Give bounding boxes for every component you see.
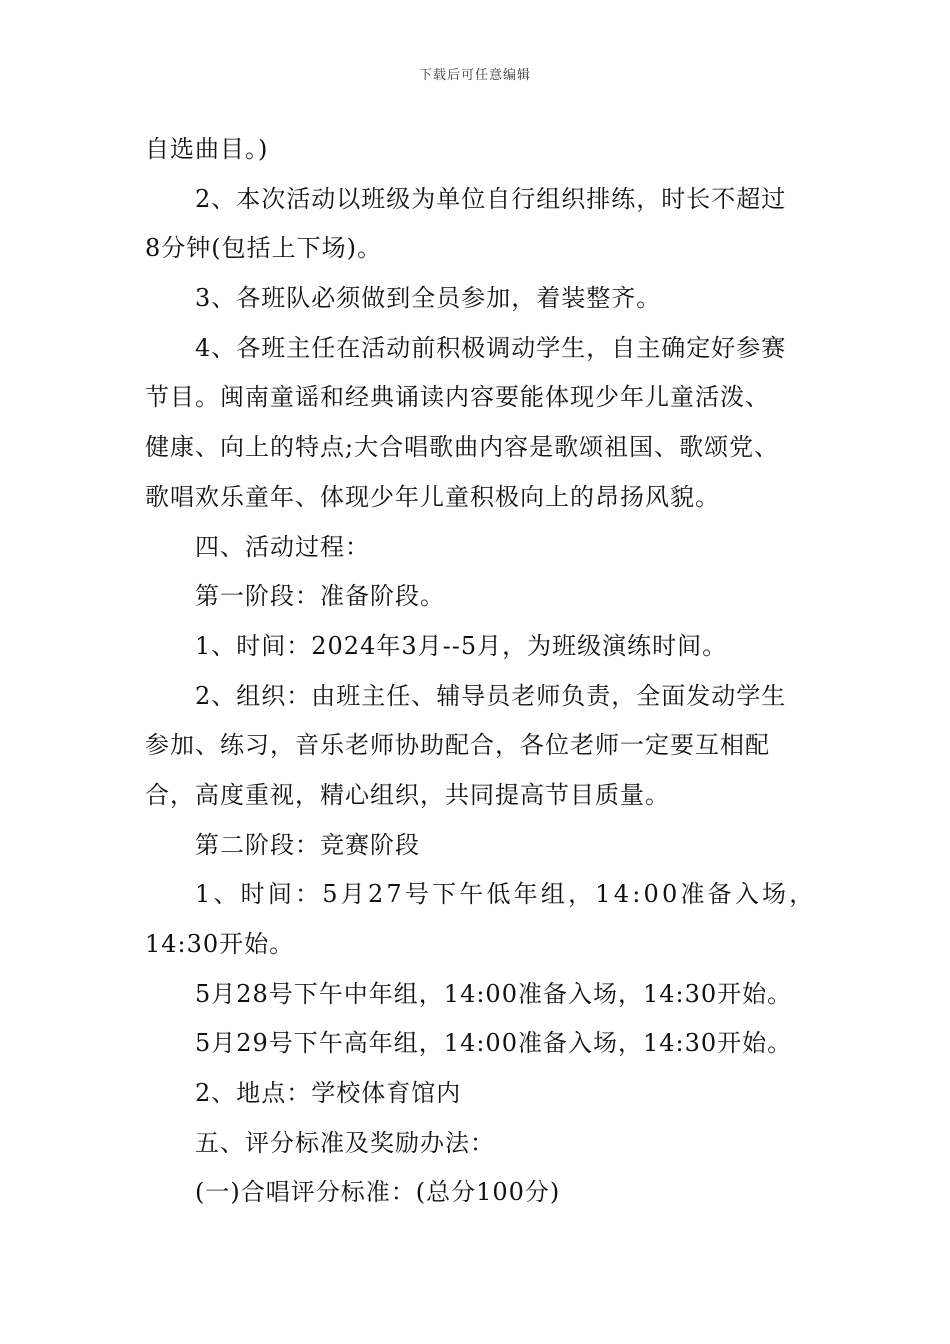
text-line: (一)合唱评分标准：(总分100分) [195,1178,561,1207]
text-line: 参加、练习，音乐老师协助配合，各位老师一定要互相配 [145,731,770,760]
text-line: 合，高度重视，精心组织，共同提高节目质量。 [145,780,670,809]
text-line: 第二阶段：竞赛阶段 [195,830,420,859]
text-line: 2、本次活动以班级为单位自行组织排练，时长不超过 [195,184,787,213]
text-line: 健康、向上的特点;大合唱歌曲内容是歌颂祖国、歌颂党、 [145,433,780,462]
page-header: 下载后可任意编辑 [418,68,531,83]
text-line: 歌唱欢乐童年、体现少年儿童积极向上的昂扬风貌。 [145,482,720,511]
text-line: 4、各班主任在活动前积极调动学生，自主确定好参赛 [195,333,787,362]
text-line: 8分钟(包括上下场)。 [145,234,382,263]
text-line: 3、各班队必须做到全员参加，着装整齐。 [195,284,662,313]
text-line: 1、时间：2024年3月--5月，为班级演练时间。 [195,631,728,660]
text-line: 第一阶段：准备阶段。 [195,582,445,611]
text-line: 2、地点：学校体育馆内 [195,1079,462,1108]
text-line: 节目。闽南童谣和经典诵读内容要能体现少年儿童活泼、 [145,383,770,412]
text-line: 自选曲目。) [145,135,269,163]
section-heading: 四、活动过程： [195,532,370,561]
text-line: 5月29号下午高年组，14:00准备入场，14:30开始。 [195,1029,793,1058]
document-body [145,125,815,1218]
text-line: 2、组织：由班主任、辅导员老师负责，全面发动学生 [195,681,787,710]
text-line: 14:30开始。 [145,930,295,958]
section-heading: 五、评分标准及奖励办法： [195,1128,495,1157]
text-line: 1、时间：5月27号下午低年组，14:00准备入场， [195,880,817,909]
text-line: 5月28号下午中年组，14:00准备入场，14:30开始。 [195,979,793,1008]
